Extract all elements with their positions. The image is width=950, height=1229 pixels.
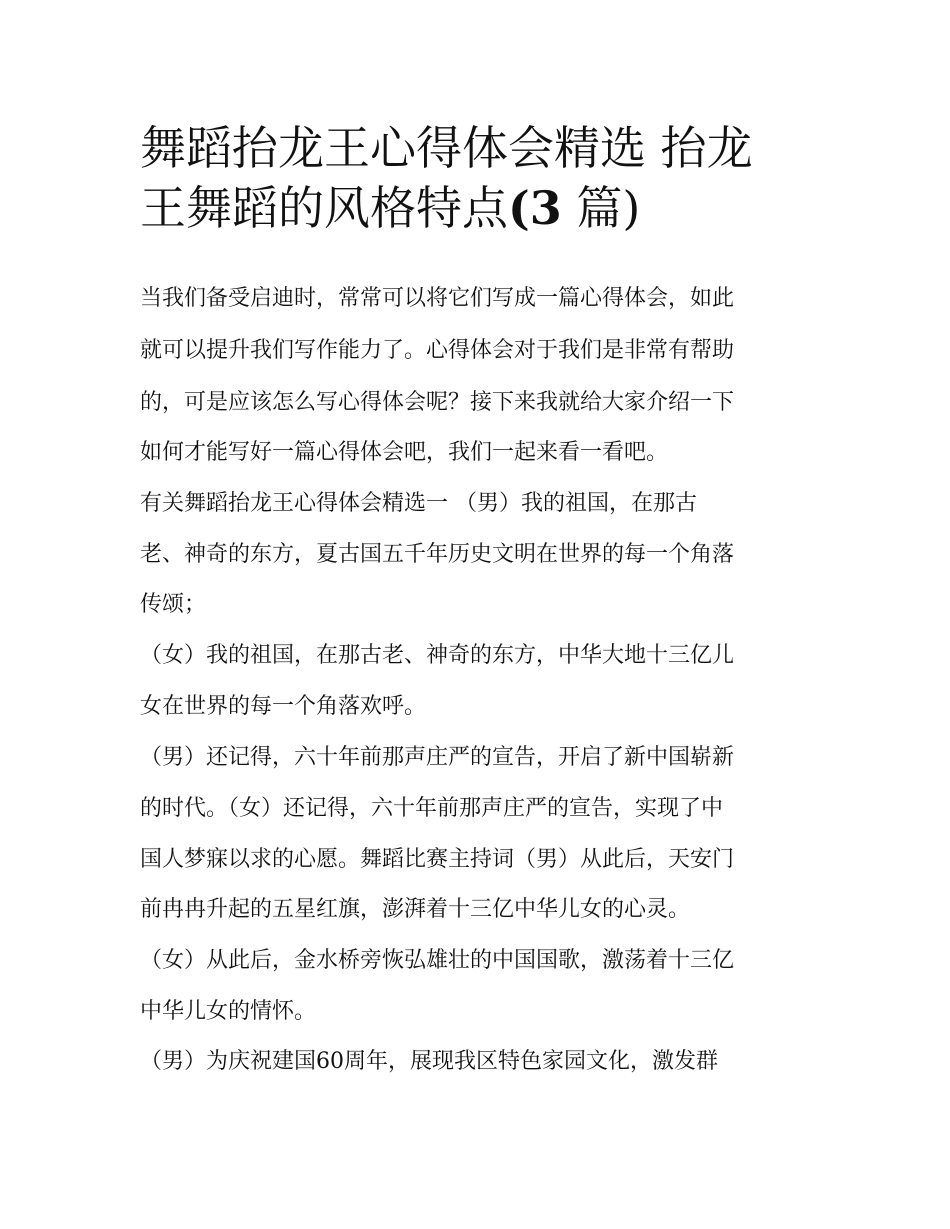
body-line: 女在世界的每一个角落欢呼。 xyxy=(140,694,427,719)
body-line: 如何才能写好一篇心得体会吧，我们一起来看一看吧。 xyxy=(140,440,669,465)
body-line: 就可以提升我们写作能力了。心得体会对于我们是非常有帮助 xyxy=(140,338,735,363)
body-line: （男）为庆祝建国60周年，展现我区特色家园文化，激发群 xyxy=(140,1049,718,1074)
body-line: 前冉冉升起的五星红旗，澎湃着十三亿中华儿女的心灵。 xyxy=(140,897,691,922)
body-line: （男）还记得，六十年前那声庄严的宣告，开启了新中国崭新 xyxy=(140,745,735,770)
body-line: 传颂； xyxy=(140,592,207,617)
page-title xyxy=(140,118,820,238)
body-line: 当我们备受启迪时，常常可以将它们写成一篇心得体会，如此 xyxy=(140,286,735,311)
body-line: 老、神奇的东方，夏古国五千年历史文明在世界的每一个角落 xyxy=(140,542,735,567)
body-line: 中华儿女的情怀。 xyxy=(140,999,317,1024)
title-count: (3 xyxy=(508,181,562,235)
body-line: 国人梦寐以求的心愿。舞蹈比赛主持词（男）从此后，天安门 xyxy=(140,847,735,872)
body-line: 的，可是应该怎么写心得体会呢？接下来我就给大家介绍一下 xyxy=(140,390,735,415)
title-line-1: 舞蹈抬龙王心得体会精选 抬龙 xyxy=(140,121,753,175)
title-line-2: 王舞蹈的风格特点 xyxy=(140,181,508,235)
title-unit: 篇) xyxy=(561,181,641,235)
body-line: （女）我的祖国，在那古老、神奇的东方，中华大地十三亿儿 xyxy=(140,643,735,668)
body-line: 有关舞蹈抬龙王心得体会精选一 （男）我的祖国，在那古 xyxy=(140,491,697,516)
body-line: 的时代。（女）还记得，六十年前那声庄严的宣告，实现了中 xyxy=(140,796,724,821)
body-line: （女）从此后，金水桥旁恢弘雄壮的中国国歌，激荡着十三亿 xyxy=(140,948,735,973)
